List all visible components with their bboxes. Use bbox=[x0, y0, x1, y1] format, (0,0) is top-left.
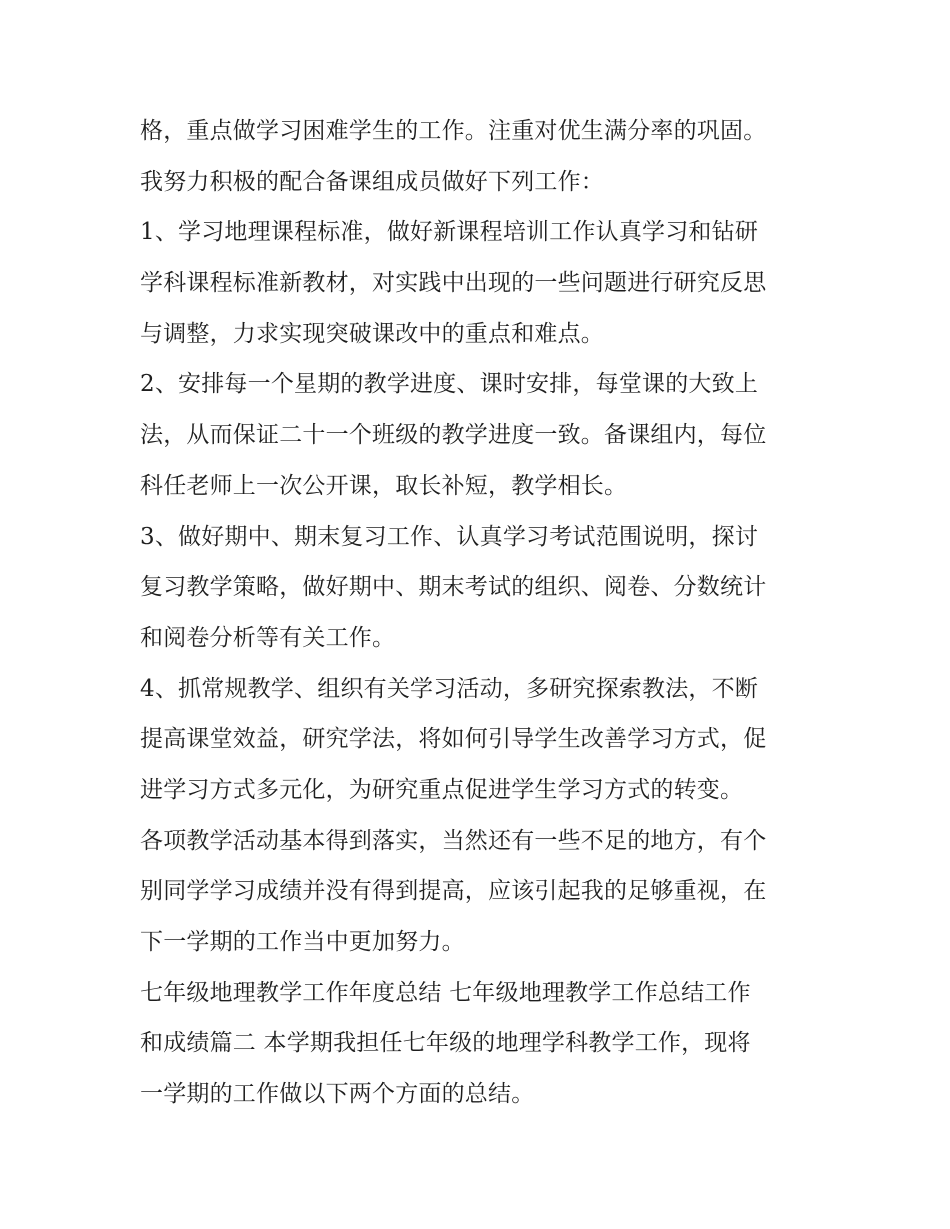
text-line: 各项教学活动基本得到落实，当然还有一些不足的地方，有个 bbox=[140, 827, 767, 854]
document-body bbox=[140, 106, 820, 1120]
text-line: 3、做好期中、期末复习工作、认真学习考试范围说明，探讨 bbox=[140, 523, 759, 550]
text-line: 学科课程标准新教材，对实践中出现的一些问题进行研究反思 bbox=[140, 270, 767, 297]
text-line: 格，重点做学习困难学生的工作。注重对优生满分率的巩固。 bbox=[140, 118, 767, 144]
text-line: 我努力积极的配合备课组成员做好下列工作： bbox=[140, 168, 604, 195]
text-line: 进学习方式多元化，为研究重点促进学生学习方式的转变。 bbox=[140, 776, 744, 803]
text-line: 复习教学策略，做好期中、期末考试的组织、阅卷、分数统计 bbox=[140, 574, 767, 601]
text-line: 下一学期的工作当中更加努力。 bbox=[140, 929, 465, 955]
text-line: 4、抓常规教学、组织有关学习活动，多研究探索教法，不断 bbox=[140, 675, 759, 702]
text-line: 七年级地理教学工作年度总结 七年级地理教学工作总结工作 bbox=[140, 979, 751, 1006]
text-line: 1、学习地理课程标准，做好新课程培训工作认真学习和钻研 bbox=[140, 219, 759, 246]
text-line: 提高课堂效益，研究学法，将如何引导学生改善学习方式，促 bbox=[140, 726, 767, 753]
text-line: 法，从而保证二十一个班级的教学进度一致。备课组内，每位 bbox=[140, 422, 767, 449]
text-line: 科任老师上一次公开课，取长补短，教学相长。 bbox=[140, 472, 628, 499]
text-line: 和阅卷分析等有关工作。 bbox=[140, 624, 396, 651]
text-line: 一学期的工作做以下两个方面的总结。 bbox=[140, 1081, 535, 1108]
text-line: 和成绩篇二 本学期我担任七年级的地理学科教学工作，现将 bbox=[140, 1030, 751, 1057]
text-line: 2、安排每一个星期的教学进度、课时安排，每堂课的大致上 bbox=[140, 371, 759, 398]
text-line: 别同学学习成绩并没有得到提高，应该引起我的足够重视，在 bbox=[140, 878, 767, 905]
text-line: 与调整，力求实现突破课改中的重点和难点。 bbox=[140, 320, 604, 347]
